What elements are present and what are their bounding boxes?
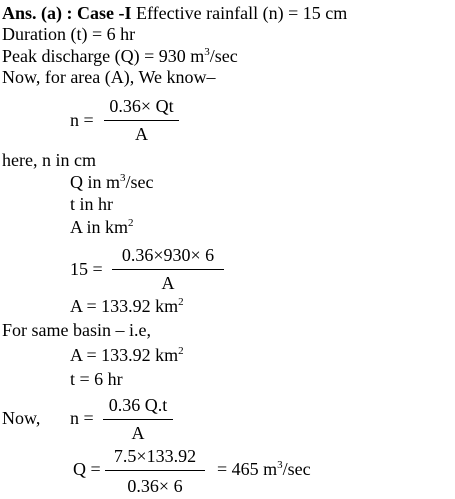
peak-discharge-line <box>2 46 238 66</box>
know-line: Now, for area (A), We know– <box>2 67 216 87</box>
peak-discharge-unit: /sec <box>209 46 238 66</box>
answer-line <box>2 3 347 23</box>
eq4-lhs: Q = <box>73 459 101 479</box>
result-area-sup: 2 <box>178 296 184 308</box>
units-q-unit: /sec <box>125 172 154 192</box>
result-area <box>70 296 184 316</box>
units-here: here, n in cm <box>2 150 96 170</box>
eq1-bar <box>104 120 179 121</box>
eq4-result <box>217 459 311 479</box>
eq3-bar <box>103 419 173 420</box>
eq3-lhs: n = <box>70 408 94 428</box>
eq3-denominator: A <box>131 423 145 443</box>
peak-discharge-text: Peak discharge (Q) = 930 m <box>2 46 205 66</box>
eq2-numerator: 0.36×930× 6 <box>121 245 215 265</box>
answer-label: Ans. (a) : Case -I <box>2 3 132 23</box>
duration-line: Duration (t) = 6 hr <box>2 24 136 44</box>
peak-discharge-sup: 3 <box>204 46 210 58</box>
eq3-prefix: Now, <box>2 408 41 428</box>
units-t: t in hr <box>70 194 113 214</box>
eq1-numerator: 0.36× Qt <box>109 96 174 116</box>
same-basin-area-sup: 2 <box>178 345 184 357</box>
eq4-result-sup: 3 <box>277 459 283 471</box>
result-area-text: A = 133.92 km <box>70 296 179 316</box>
eq4-result-unit: /sec <box>282 459 311 479</box>
eq4-bar <box>105 470 205 471</box>
eq4-result-text: = 465 m <box>217 459 278 479</box>
eq2-denominator: A <box>161 273 175 293</box>
units-q <box>70 172 154 192</box>
eq3-numerator: 0.36 Q.t <box>108 395 168 415</box>
same-basin-area-text: A = 133.92 km <box>70 345 179 365</box>
eq1-lhs: n = <box>70 110 94 130</box>
eq2-bar <box>112 269 224 270</box>
units-a-text: A in km <box>70 217 129 237</box>
same-basin-label: For same basin – i.e, <box>2 320 151 340</box>
same-basin-area <box>70 345 184 365</box>
units-q-text: Q in m <box>70 172 121 192</box>
units-a <box>70 217 134 237</box>
eq2-lhs: 15 = <box>70 259 103 279</box>
units-a-sup: 2 <box>128 217 134 229</box>
eq4-denominator: 0.36× 6 <box>127 476 183 496</box>
same-basin-t: t = 6 hr <box>70 369 123 389</box>
eq1-denominator: A <box>135 124 148 144</box>
eq4-numerator: 7.5×133.92 <box>113 446 197 466</box>
effective-rainfall: Effective rainfall (n) = 15 cm <box>136 3 348 23</box>
units-q-sup: 3 <box>120 172 126 184</box>
